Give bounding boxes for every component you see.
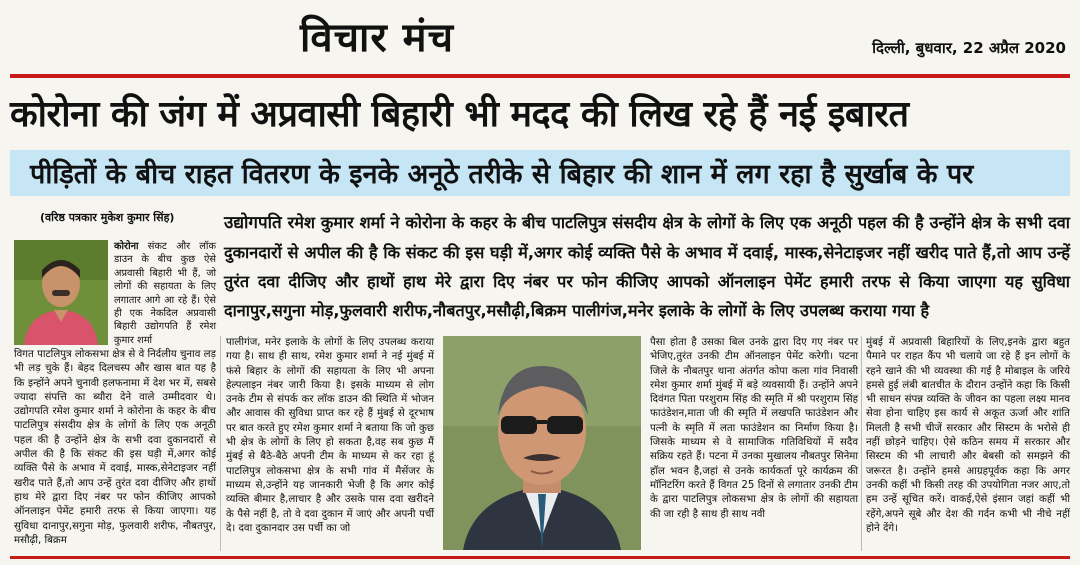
headline: कोरोना की जंग में अप्रवासी बिहारी भी मदद की लिख रहे हैं नई इबारत — [10, 94, 909, 135]
intro-text: रमेश कुमार शर्मा ने कोरोना के कहर के बीच पाटलिपुत्र संसदीय क्षेत्र के लोगों के लिए एक अनूठी पहल की है उन्होंने क्षेत्र के सभी दवा दुकानदारों से अपील की है कि संकट की इस घड़ी में,अगर कोई व्यक्ति पैसे के अभाव में दवाई, मास्क,सेनेटाइजर नहीं खरीद पाते हैं,तो आप उन्हें तुरंत दवा दीजिए और हाथों हाथ मेरे द्वारा दिए नंबर पर फोन कीजिए आपको ऑनलाइन पेमेंट हमारी तरफ से किया जाएगा यह सुविधा दानापुर,सगुना मोड़,फुलवारी शरीफ,नौबतपुर,मसौढ़ी,बिक्रम पालीगंज,मनेर इलाके के लोगों के लिए उपलब्ध कराया गया है — [224, 213, 1070, 320]
column-1-top — [114, 240, 216, 347]
column-divider — [220, 336, 221, 551]
column-3: पैसा होता है उसका बिल उनके द्वारा दिए गए नंबर पर भेजिए,तुरंत उनकी टीम ऑनलाइन पेमेंट करेगी। पटना जिले के नौबतपुर थाना अंतर्गत कोपा कला गांव निवासी रमेश कुमार शर्मा मुंबई में बड़े व्यवसायी हैं। उन्होंने अपने दिवंगत पिता परशुराम सिंह की स्मृति में श्री परशुराम सिंह फाउंडेशन,माता जी की स्मृति में लखपति फाउंडेशन और पत्नी के स्मृति में लता फाउंडेशन का निर्माण किया है। जिसके माध्यम से वे सामाजिक गतिविधियों में सदैव सक्रिय रहते हैं। पटना में उनका मुखालय नौबतपुर सिनेमा हॉल भवन है,जहां से उनके कार्यकर्ता पूरे कार्यक्रम की मॉनिटरिंग करते हैं विगत 25 दिनों से लगातार उनकी टीम के द्वारा पाटलिपुत्र लोकसभा क्षेत्र के लोगों की सहायता की जा रही है साथ ही साथ नवी — [650, 337, 858, 520]
author-portrait-photo — [14, 240, 108, 345]
byline: (वरिष्ठ पत्रकार मुकेश कुमार सिंह) — [40, 211, 175, 224]
dateline: दिल्ली, बुधवार, 22 अप्रैल 2020 — [872, 39, 1066, 57]
column-divider — [861, 336, 862, 551]
column-1-top-text: संकट और लॉक डाउन के बीच कुछ ऐसे अप्रवासी बिहारी भी हैं, जो लोगों की सहायता के लिए लगातार आगे आ रहे हैं। ऐसे ही एक नेकदिल अप्रवासी बिहारी उद्योगपति हैं रमेश कुमार शर्मा — [114, 241, 216, 346]
businessman-portrait-photo — [443, 336, 641, 550]
subheadline: पीड़ितों के बीच राहत वितरण के इनके अनूठे तरीके से बिहार की शान में लग रहा है सुर्खाब के पर — [30, 159, 974, 190]
intro-paragraph — [224, 208, 1070, 325]
header-rule — [10, 74, 1070, 78]
column-2: पालीगंज, मनेर इलाके के लोगों के लिए उपलब्ध कराया गया है। साथ ही साथ, रमेश कुमार शर्मा ने नई मुंबई में फंसे बिहार के लोगों की सहायता के लिए भी अपना हेल्पलाइन नंबर जारी किया है। इसके माध्यम से लोग उनके टीम से संपर्क कर लॉक डाउन की स्थिति में भोजन और आवास की सुविधा प्राप्त कर रहे हैं मुंबई से दूरभाष पर बात करते हुए रमेश कुमार शर्मा ने बताया कि जो कुछ भी क्षेत्र के लोगों के लिए हो सकता है,वह सब कुछ मैं मुंबई से बैठे-बैठे अपनी टीम के माध्यम से कर रहा हूं पाटलिपुत्र लोकसभा क्षेत्र के सभी गांव में मैसेंजर के माध्यम से,उन्होंने यह जानकारी भेजी है कि अगर कोई व्यक्ति बीमार है,लाचार है और उसके पास दवा खरीदने के पैसे नहीं है, तो वे दवा दुकान में जाएं और अपनी पर्ची दे। दवा दुकानदार उस पर्ची का जो — [226, 337, 434, 534]
footer-rule — [10, 556, 1070, 559]
section-title: विचार मंच — [300, 15, 454, 61]
intro-lead: उद्योगपति — [224, 213, 282, 233]
column-1-lead: कोरोना — [114, 241, 139, 252]
column-1: विगत पाटलिपुत्र लोकसभा क्षेत्र से वे निर्दलीय चुनाव लड़ भी लड़ चुके हैं। बेहद दिलचस्प और खास बात यह है कि इन्होंने अपने चुनावी हलफनामा में देश भर में, सबसे ज्यादा संपत्ति का ब्यौरा देने वाले उम्मीदवार थे। उद्योगपति रमेश कुमार शर्मा ने कोरोना के कहर के बीच पाटलिपुत्र संसदीय क्षेत्र के लोगों के लिए एक अनूठी पहल की है उन्होंने क्षेत्र के सभी दवा दुकानदारों से अपील की है कि संकट की इस घड़ी में,अगर कोई व्यक्ति पैसे के अभाव में दवाई, मास्क,सेनेटाइजर नहीं खरीद पाते हैं,तो आप उन्हें तुरंत दवा दीजिए और हाथों हाथ मेरे द्वारा दिए नंबर पर फोन कीजिए आपको ऑनलाइन पेमेंट हमारी तरफ से किया जाएगा। यह सुविधा दानापुर,सगुना मोड़, फुलवारी शरीफ, नौबतपुर, मसौढ़ी, बिक्रम — [14, 349, 216, 546]
column-4: मुंबई में अप्रवासी बिहारियों के लिए,इनके द्वारा बहुत पैमाने पर राहत कैंप भी चलाये जा रहे हैं इन लोगों के रहने खाने की भी व्यवस्था की गई है मोबाइल के जरिये हमसे हुई लंबी बातचीत के दौरान उन्होंने कहा कि किसी भी साधन संपन्न व्यक्ति के जीवन का पहला लक्ष्य मानव सेवा होना चाहिए इस कार्य से अकूत ऊर्जा और शांति मिलती है सभी चीजें सरकार और सिस्टम के भरोसे ही नहीं छोड़ने चाहिए। ऐसे कठिन समय में सरकार और सिस्टम की भी लाचारी और बेबसी को समझने की जरूरत है। उन्होंने हमसे आग्रहपूर्वक कहा कि अगर उनकी कहीं भी किसी तरह की उपयोगिता नजर आए,तो हम उन्हें सूचित करें। वाकई,ऐसे इंसान जहां कहीं भी रहेंगे,अपने सूबे और देश की गर्दन कभी भी नीचे नहीं होने देंगे। — [866, 337, 1070, 534]
